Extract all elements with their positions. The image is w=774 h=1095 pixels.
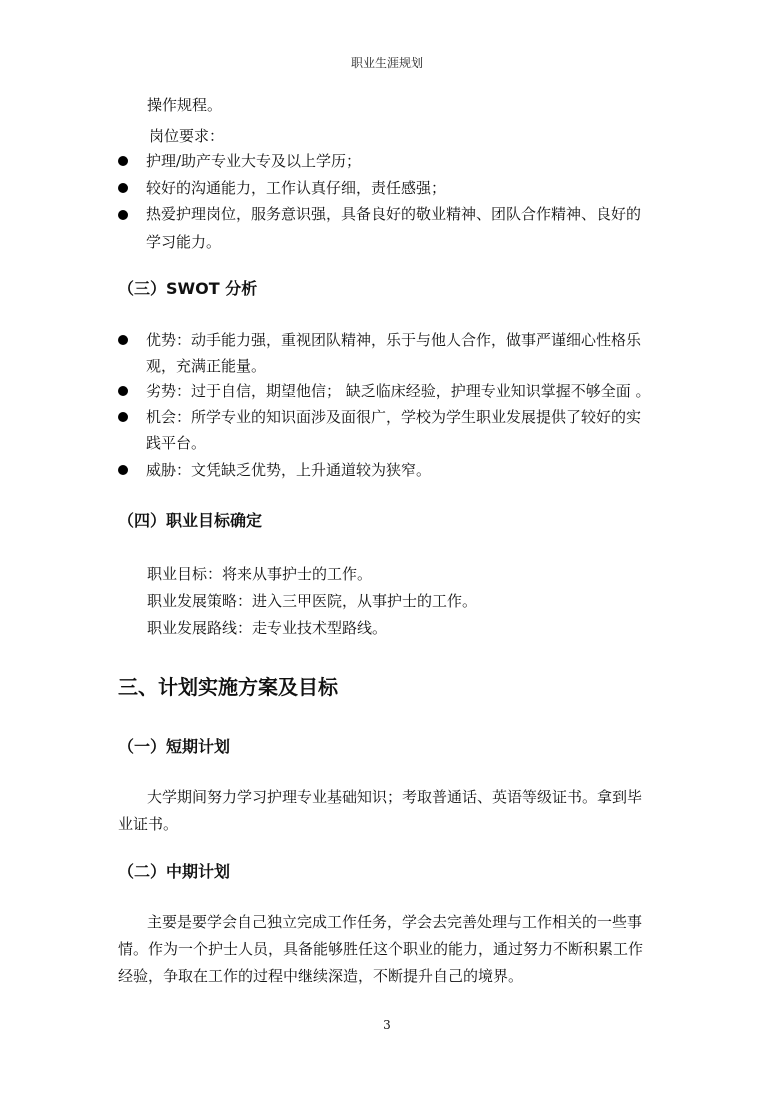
list-item: 机会：所学专业的知识面涉及面很广，学校为学生职业发展提供了较好的实 xyxy=(146,408,642,426)
paragraph-line: 业证书。 xyxy=(118,815,179,833)
list-item: 热爱护理岗位，服务意识强，具备良好的敬业精神、团队合作精神、良好的 xyxy=(146,205,642,223)
bullet-icon xyxy=(118,465,128,475)
paragraph-line: 操作规程。 xyxy=(147,96,223,114)
paragraph-line: 情。作为一个护士人员，具备能够胜任这个职业的能力，通过努力不断积累工作 xyxy=(118,940,644,958)
paragraph-line: 岗位要求： xyxy=(149,127,225,145)
page-header: 职业生涯规划 xyxy=(350,56,423,70)
bullet-icon xyxy=(118,412,128,422)
list-item: 优势：动手能力强，重视团队精神，乐于与他人合作，做事严谨细心性格乐 xyxy=(146,331,642,349)
list-item: 威胁：文凭缺乏优势，上升通道较为狭窄。 xyxy=(146,461,432,479)
bullet-icon xyxy=(118,210,128,220)
list-item: 较好的沟通能力，工作认真仔细，责任感强； xyxy=(146,179,447,197)
bullet-icon xyxy=(118,386,128,396)
chapter-heading: 三、计划实施方案及目标 xyxy=(118,675,338,699)
bullet-icon xyxy=(118,156,128,166)
section-heading-swot: （三）SWOT 分析 xyxy=(118,279,258,298)
list-item-continuation: 学习能力。 xyxy=(146,233,222,251)
section-heading-goals: （四）职业目标确定 xyxy=(118,511,263,530)
paragraph-line: 职业发展策略：进入三甲医院，从事护士的工作。 xyxy=(147,592,478,610)
list-item-continuation: 观，充满正能量。 xyxy=(146,357,267,375)
paragraph-line: 经验，争取在工作的过程中继续深造，不断提升自己的境界。 xyxy=(118,967,524,985)
section-heading-mid-term: （二）中期计划 xyxy=(118,862,231,881)
paragraph-line: 主要是要学会自己独立完成工作任务，学会去完善处理与工作相关的一些事 xyxy=(147,913,643,931)
bullet-icon xyxy=(118,335,128,345)
paragraph-line: 职业目标：将来从事护士的工作。 xyxy=(147,565,373,583)
page-number: 3 xyxy=(383,1018,391,1032)
paragraph-line: 职业发展路线：走专业技术型路线。 xyxy=(147,619,388,637)
list-item: 护理/助产专业大专及以上学历； xyxy=(146,152,362,170)
list-item: 劣势：过于自信，期望他信； 缺乏临床经验，护理专业知识掌握不够全面 。 xyxy=(146,382,651,400)
list-item-continuation: 践平台。 xyxy=(146,434,207,452)
paragraph-line: 大学期间努力学习护理专业基础知识；考取普通话、英语等级证书。拿到毕 xyxy=(147,788,643,806)
bullet-icon xyxy=(118,183,128,193)
section-heading-short-term: （一）短期计划 xyxy=(118,737,231,756)
